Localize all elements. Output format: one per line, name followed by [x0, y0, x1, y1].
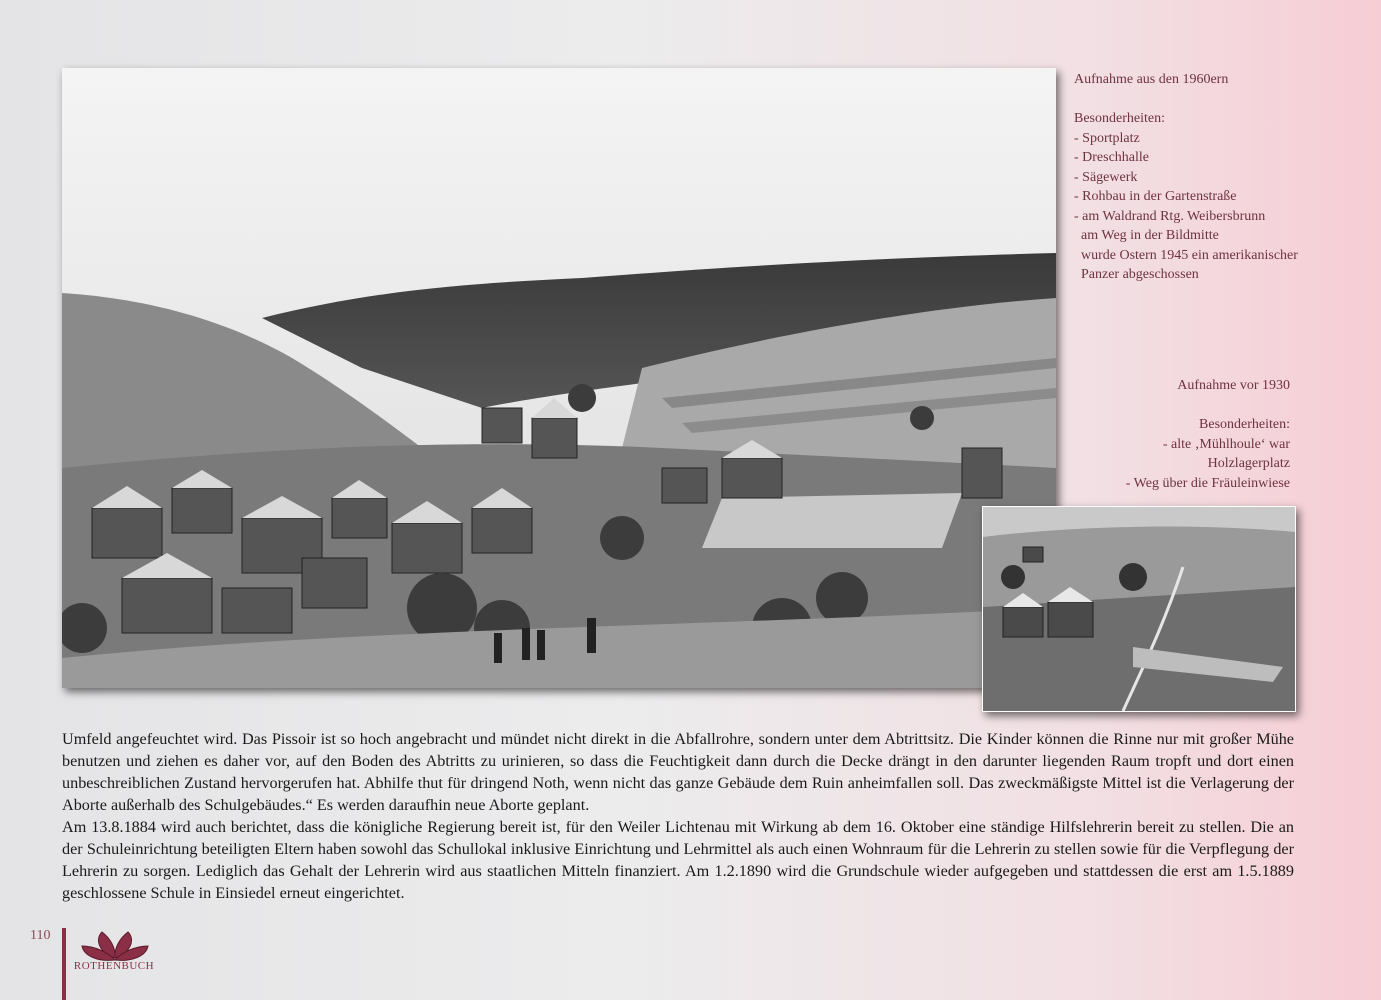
- caption-title: Aufnahme vor 1930: [1177, 378, 1290, 393]
- caption-item: - alte ‚Mühlhoule‘ war: [1162, 436, 1290, 452]
- caption-title: Aufnahme aus den 1960ern: [1074, 72, 1229, 87]
- logo-text: ROTHENBUCH: [73, 960, 155, 972]
- caption-heading: Besonderheiten:: [1074, 111, 1165, 126]
- caption-item: - Sägewerk: [1074, 169, 1138, 185]
- caption-item: - am Waldrand Rtg. Weibersbrunn: [1074, 208, 1266, 224]
- caption-item: - Weg über die Fräuleinwiese: [1125, 475, 1290, 491]
- caption-item: am Weg in der Bildmitte: [1074, 228, 1219, 243]
- caption-item: - Dreschhalle: [1074, 150, 1150, 165]
- caption-pre-1930: [1126, 376, 1290, 493]
- main-photo-1960s: [62, 68, 1056, 688]
- page-accent-bar: [62, 928, 66, 1000]
- caption-heading: Besonderheiten:: [1199, 417, 1290, 432]
- caption-item: - Sportplatz: [1074, 130, 1140, 146]
- caption-item: - Rohbau in der Gartenstraße: [1074, 189, 1237, 204]
- body-text: [62, 728, 1294, 904]
- caption-item: Holzlagerplatz: [1207, 456, 1290, 471]
- body-paragraph: Umfeld angefeuchtet wird. Das Pissoir ist so hoch angebracht und mündet nicht direkt in die Abfallrohre, sondern unter dem Abtrittsitz. Die Kinder können die Rinne nur mit großer Mühe benutzen und ziehen es daher vor, auf den Boden des Abtritts zu urinieren, so dass die Feuchtigkeit dann durch die Decke drängt in den darunter liegenden Raum tropft und dort einen unbeschreiblichen Zustand hervorgerufen hat. Abhilfe thut für dringend Noth, wenn nicht das ganze Gebäude dem Ruin anheimfallen soll. Das zweckmäßigste Mittel ist die Verlagerung der Aborte außerhalb des Schulgebäudes.“ Es werden daraufhin neue Aborte geplant.: [62, 730, 1294, 814]
- page-number: 110: [30, 928, 51, 943]
- small-photo-pre-1930: [982, 506, 1296, 712]
- body-paragraph: Am 13.8.1884 wird auch berichtet, dass die königliche Regierung bereit ist, für den Weiler Lichtenau mit Wirkung ab dem 16. Oktober eine ständige Hilfslehrerin bereit zu stellen. Die an der Schuleinrichtung beteiligten Eltern haben sowohl das Schullokal inklusive Einrichtung und Lehrmittel als auch einen Wohnraum für die Lehrerin zu stellen sowie für die Verpflegung der Lehrerin zu sorgen. Lediglich das Gehalt der Lehrerin wird aus staatlichen Mitteln finanziert. Am 1.2.1890 wird die Grundschule wieder aufgegeben und stattdessen die erst am 1.5.1889 geschlossene Schule in Einsiedel erneut eingerichtet.: [62, 818, 1294, 902]
- caption-item: Panzer abgeschossen: [1074, 267, 1199, 282]
- caption-item: wurde Ostern 1945 ein amerikanischer: [1074, 247, 1298, 263]
- caption-1960s: [1074, 70, 1298, 285]
